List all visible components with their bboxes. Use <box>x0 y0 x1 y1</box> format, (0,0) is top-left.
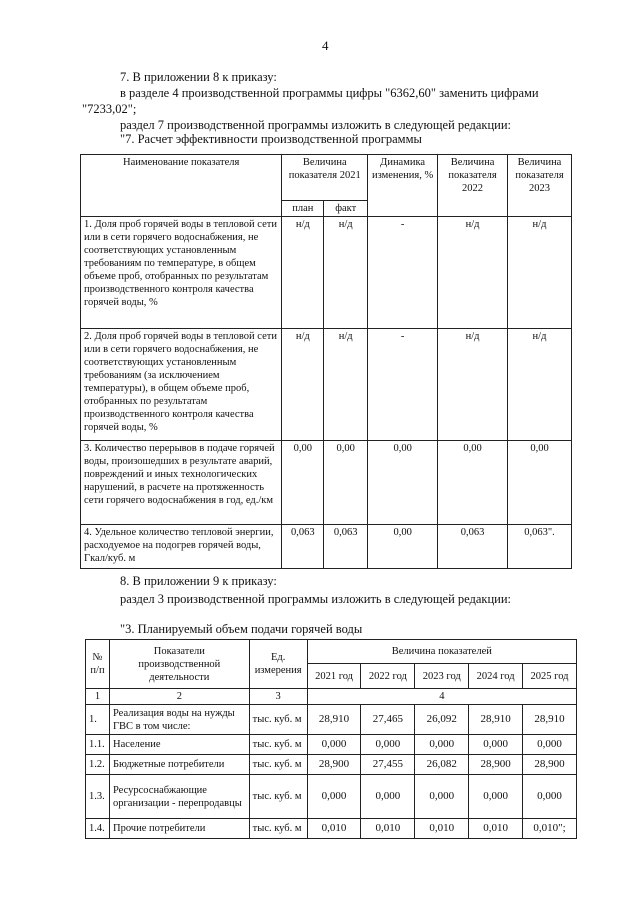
header-fact: факт <box>324 201 368 217</box>
value-2022: н/д <box>438 217 508 329</box>
header-value-2022: Величина показателя 2022 <box>438 155 508 217</box>
table-row <box>81 217 572 329</box>
value: 0,000 <box>415 775 469 819</box>
row-number: 1.4. <box>86 819 110 839</box>
table2-title: "3. Планируемый объем подачи горячей воды <box>120 622 363 636</box>
value: 0,010 <box>307 819 361 839</box>
paragraph-7-heading: 7. В приложении 8 к приказу: <box>120 70 277 84</box>
value: 0,000 <box>307 735 361 755</box>
value-2023: н/д <box>508 217 572 329</box>
value-2023: 0,00 <box>508 441 572 525</box>
paragraph-8-heading: 8. В приложении 9 к приказу: <box>120 574 277 588</box>
value-plan: 0,063 <box>282 525 324 569</box>
value: 0,000 <box>415 735 469 755</box>
header-value-2021: Величина показателя 2021 <box>282 155 368 201</box>
value: 0,010"; <box>523 819 577 839</box>
indicator-name: Бюджетные потребители <box>109 755 249 775</box>
unit: тыс. куб. м <box>249 755 307 775</box>
row-number: 1.2. <box>86 755 110 775</box>
header-plan: план <box>282 201 324 217</box>
value-dynamics: 0,00 <box>368 525 438 569</box>
value-plan: 0,00 <box>282 441 324 525</box>
value-fact: н/д <box>324 217 368 329</box>
indicator-name: 1. Доля проб горячей воды в тепловой сети или в сети горячего водоснабжения, не соответствующих установленным требованиям по температуре, в общем объеме проб, отобранных по результатам производственного контроля качества горячей воды, % <box>81 217 282 329</box>
header-dynamics: Динамика изменения, % <box>368 155 438 217</box>
table-row <box>86 705 577 735</box>
value-plan: н/д <box>282 329 324 441</box>
column-index: 2 <box>109 689 249 705</box>
table-row <box>81 329 572 441</box>
header-row-number: № п/п <box>86 640 110 689</box>
row-number: 1.1. <box>86 735 110 755</box>
value: 28,910 <box>523 705 577 735</box>
page-number: 4 <box>322 38 329 53</box>
header-year: 2025 год <box>523 664 577 689</box>
unit: тыс. куб. м <box>249 705 307 735</box>
value-2023: н/д <box>508 329 572 441</box>
value: 0,000 <box>361 735 415 755</box>
header-year: 2024 год <box>469 664 523 689</box>
value: 27,465 <box>361 705 415 735</box>
header-unit: Ед. измерения <box>249 640 307 689</box>
value: 28,900 <box>307 755 361 775</box>
unit: тыс. куб. м <box>249 775 307 819</box>
indicator-name: 4. Удельное количество тепловой энергии, расходуемое на подогрев горячей воды, Гкал/куб. м <box>81 525 282 569</box>
efficiency-table <box>80 154 572 569</box>
value-dynamics: - <box>368 217 438 329</box>
value-2022: 0,063 <box>438 525 508 569</box>
table-row <box>81 441 572 525</box>
column-index: 1 <box>86 689 110 705</box>
indicator-name: Население <box>109 735 249 755</box>
header-year: 2021 год <box>307 664 361 689</box>
indicator-name: 2. Доля проб горячей воды в тепловой сети или в сети горячего водоснабжения, не соответствующих установленным требованиям (за исключением температуры), в общем объеме проб, отобранных по результатам производственного контроля качества горячей воды, % <box>81 329 282 441</box>
table-row <box>81 525 572 569</box>
column-index: 4 <box>307 689 576 705</box>
value-dynamics: - <box>368 329 438 441</box>
header-value-2023: Величина показателя 2023 <box>508 155 572 217</box>
value-fact: 0,00 <box>324 441 368 525</box>
table-row <box>86 819 577 839</box>
table-row <box>86 755 577 775</box>
value: 28,900 <box>469 755 523 775</box>
value: 0,000 <box>307 775 361 819</box>
unit: тыс. куб. м <box>249 819 307 839</box>
row-number: 1. <box>86 705 110 735</box>
value: 0,000 <box>469 735 523 755</box>
indicator-name: 3. Количество перерывов в подаче горячей воды, произошедших в результате аварий, повреждений и иных технологических нарушений, в расчете на протяженность сети горячего водоснабжения в год, ед./км <box>81 441 282 525</box>
value: 27,455 <box>361 755 415 775</box>
value: 26,082 <box>415 755 469 775</box>
header-values: Величина показателей <box>307 640 576 664</box>
value: 0,000 <box>469 775 523 819</box>
header-year: 2022 год <box>361 664 415 689</box>
value: 0,010 <box>415 819 469 839</box>
value: 28,900 <box>523 755 577 775</box>
value: 0,000 <box>523 735 577 755</box>
unit: тыс. куб. м <box>249 735 307 755</box>
header-indicators: Показатели производственной деятельности <box>109 640 249 689</box>
value: 0,000 <box>523 775 577 819</box>
column-index: 3 <box>249 689 307 705</box>
value: 0,010 <box>361 819 415 839</box>
header-indicator-name: Наименование показателя <box>81 155 282 217</box>
table-row <box>86 775 577 819</box>
table-row <box>86 735 577 755</box>
paragraph-7-section: раздел 7 производственной программы изложить в следующей редакции: <box>120 118 512 132</box>
value: 26,092 <box>415 705 469 735</box>
value: 0,010 <box>469 819 523 839</box>
indicator-name: Реализация воды на нужды ГВС в том числе: <box>109 705 249 735</box>
value-2022: н/д <box>438 329 508 441</box>
value: 28,910 <box>469 705 523 735</box>
table1-title: "7. Расчет эффективности производственной программы <box>120 132 422 146</box>
indicator-name: Прочие потребители <box>109 819 249 839</box>
paragraph-7-text-line2: "7233,02"; <box>82 102 137 116</box>
value: 0,000 <box>361 775 415 819</box>
value-plan: н/д <box>282 217 324 329</box>
value-fact: н/д <box>324 329 368 441</box>
value-2022: 0,00 <box>438 441 508 525</box>
indicator-name: Ресурсоснабжающие организации - перепродавцы <box>109 775 249 819</box>
paragraph-7-text-line1: в разделе 4 производственной программы цифры "6362,60" заменить цифрами <box>120 86 539 100</box>
value-2023: 0,063". <box>508 525 572 569</box>
value-dynamics: 0,00 <box>368 441 438 525</box>
header-year: 2023 год <box>415 664 469 689</box>
hot-water-supply-table <box>85 639 577 839</box>
value: 28,910 <box>307 705 361 735</box>
row-number: 1.3. <box>86 775 110 819</box>
value-fact: 0,063 <box>324 525 368 569</box>
paragraph-8-section: раздел 3 производственной программы изложить в следующей редакции: <box>120 592 512 606</box>
